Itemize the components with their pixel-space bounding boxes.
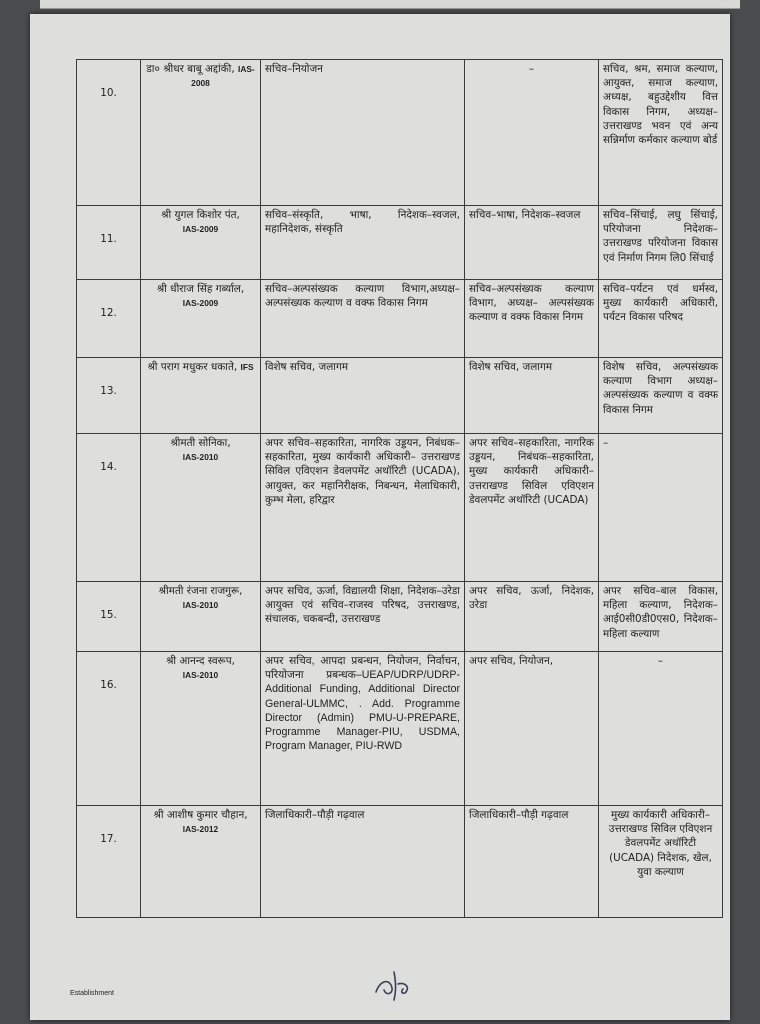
- retained-posting-cell: अपर सचिव–सहकारिता, नागरिक उड्डयन, निबंधक–सहकारिता, मुख्य कार्यकारी अधिकारी–उत्तराखण्ड सिविल एविएशन डेवलपमेंट अथॉरिटी (UCADA): [465, 434, 599, 582]
- serial-number: 13.: [77, 358, 141, 434]
- document-page: [30, 14, 730, 1020]
- serial-number: 14.: [77, 434, 141, 582]
- new-posting-cell: विशेष सचिव, अल्पसंख्यक कल्याण विभाग अध्यक्ष–अल्पसंख्यक कल्याण व वक्फ विकास निगम: [599, 358, 723, 434]
- retained-posting-cell: सचिव–अल्पसंख्यक कल्याण विभाग, अध्यक्ष– अल्पसंख्यक कल्याण व वक्फ विकास निगम: [465, 280, 599, 358]
- officer-service: IFS: [240, 362, 254, 372]
- new-posting-cell: सचिव, श्रम, समाज कल्याण, आयुक्त, समाज कल्याण, अध्यक्ष, बहुउद्देशीय वित्त विकास निगम, अध्यक्ष–उत्तराखण्ड भवन एवं अन्य सन्निर्माण कर्मकार कल्याण बोर्ड: [599, 60, 723, 206]
- current-posting-cell: सचिव–अल्पसंख्यक कल्याण विभाग,अध्यक्ष–अल्पसंख्यक कल्याण व वक्फ विकास निगम: [261, 280, 465, 358]
- table-row: [77, 280, 723, 358]
- officer-service: IAS-2008: [191, 64, 255, 89]
- current-posting-cell: अपर सचिव–सहकारिता, नागरिक उड्डयन, निबंधक–सहकारिता, मुख्य कार्यकारी अधिकारी– उत्तराखण्ड सिविल एविएशन डेवलपमेंट अथॉरिटी (UCADA), आयुक्त, कर महानिरीक्षक, निबन्धन, मेलाधिकारी, कुम्भ मेला, हरिद्वार: [261, 434, 465, 582]
- current-posting-cell: सचिव–संस्कृति, भाषा, निदेशक–स्वजल, महानिदेशक, संस्कृति: [261, 206, 465, 280]
- retained-posting-cell: जिलाधिकारी–पौड़ी गढ़वाल: [465, 806, 599, 918]
- retained-posting-cell: अपर सचिव, ऊर्जा, निदेशक, उरेडा: [465, 582, 599, 652]
- footer-establishment-label: Establishment: [70, 990, 114, 997]
- officer-name-cell: [141, 280, 261, 358]
- new-posting-cell: सचिव–पर्यटन एवं धर्मस्व, मुख्य कार्यकारी अधिकारी, पर्यटन विकास परिषद: [599, 280, 723, 358]
- officer-service: IAS-2009: [182, 224, 219, 235]
- officer-name-cell: [141, 652, 261, 806]
- officer-service: IAS-2010: [182, 670, 219, 681]
- serial-number: 12.: [77, 280, 141, 358]
- serial-number: 17.: [77, 806, 141, 918]
- new-posting-cell: –: [599, 652, 723, 806]
- serial-number: 11.: [77, 206, 141, 280]
- officer-service: IAS-2012: [182, 824, 219, 835]
- table-row: [77, 434, 723, 582]
- officer-service: IAS-2010: [182, 600, 219, 611]
- new-posting-cell: –: [599, 434, 723, 582]
- officer-name: श्रीमती रंजना राजगुरू,: [158, 585, 243, 597]
- officer-name: श्री पराग मधुकर धकाते,: [147, 361, 238, 373]
- current-posting-cell: जिलाधिकारी–पौड़ी गढ़वाल: [261, 806, 465, 918]
- current-posting-cell: अपर सचिव, ऊर्जा, विद्यालयी शिक्षा, निदेशक–उरेडा आयुक्त एवं सचिव–राजस्व परिषद, उत्तराखण्ड, संचालक, चकबन्दी, उत्तराखण्ड: [261, 582, 465, 652]
- officer-name-cell: [141, 434, 261, 582]
- table-row: [77, 206, 723, 280]
- officer-name-cell: [141, 358, 261, 434]
- retained-posting-cell: विशेष सचिव, जलागम: [465, 358, 599, 434]
- previous-page-edge: [40, 0, 740, 9]
- retained-posting-cell: –: [465, 60, 599, 206]
- officer-name: डा० श्रीधर बाबू अद्दांकी,: [146, 63, 235, 75]
- officer-posting-table: [76, 59, 723, 918]
- current-posting-cell: सचिव–नियोजन: [261, 60, 465, 206]
- officer-name: श्री आशीष कुमार चौहान,: [153, 809, 248, 821]
- officer-name: श्री आनन्द स्वरूप,: [166, 655, 235, 667]
- officer-service: IAS-2010: [182, 452, 219, 463]
- officer-name: श्री धीराज सिंह गर्ब्याल,: [156, 283, 245, 295]
- officer-name-cell: [141, 582, 261, 652]
- table-row: [77, 60, 723, 206]
- new-posting-cell: मुख्य कार्यकारी अधिकारी– उत्तराखण्ड सिविल एविएशन डेवलपमेंट अथॉरिटी (UCADA) निदेशक, खेल, युवा कल्याण: [599, 806, 723, 918]
- current-posting-cell: विशेष सचिव, जलागम: [261, 358, 465, 434]
- serial-number: 15.: [77, 582, 141, 652]
- retained-posting-cell: अपर सचिव, नियोजन,: [465, 652, 599, 806]
- new-posting-cell: सचिव–सिंचाई, लघु सिंचाई, परियोजना निदेशक– उत्तराखण्ड परियोजना विकास एवं निर्माण निगम लि0 सिंचाई: [599, 206, 723, 280]
- current-posting-text: अपर सचिव, आपदा प्रबन्धन, नियोजन, निर्वाचन, परियोजना प्रबन्धक–UEAP/UDRP/UDRP-Additional Funding, Additional Director General-ULMMC, . Add. Programme Director (Admin) PMU-U-PREPARE, Programme Manager-PIU, USDMA, Program Manager, PIU-RWD: [265, 655, 460, 753]
- table-row: [77, 806, 723, 918]
- officer-name: श्री युगल किशोर पंत,: [161, 209, 240, 221]
- new-posting-cell: अपर सचिव–बाल विकास, महिला कल्याण, निदेशक–आई0सी0डी0एस0, निदेशक–महिला कल्याण: [599, 582, 723, 652]
- table-row: [77, 582, 723, 652]
- officer-service: IAS-2009: [182, 298, 219, 309]
- officer-name-cell: [141, 806, 261, 918]
- current-posting-cell: [261, 652, 465, 806]
- officer-name: श्रीमती सोनिका,: [170, 437, 231, 449]
- serial-number: 10.: [77, 60, 141, 206]
- table-row: [77, 652, 723, 806]
- officer-name-cell: [141, 60, 261, 206]
- retained-posting-cell: सचिव–भाषा, निदेशक–स्वजल: [465, 206, 599, 280]
- serial-number: 16.: [77, 652, 141, 806]
- table-row: [77, 358, 723, 434]
- handwritten-signature: [370, 964, 420, 1004]
- officer-name-cell: [141, 206, 261, 280]
